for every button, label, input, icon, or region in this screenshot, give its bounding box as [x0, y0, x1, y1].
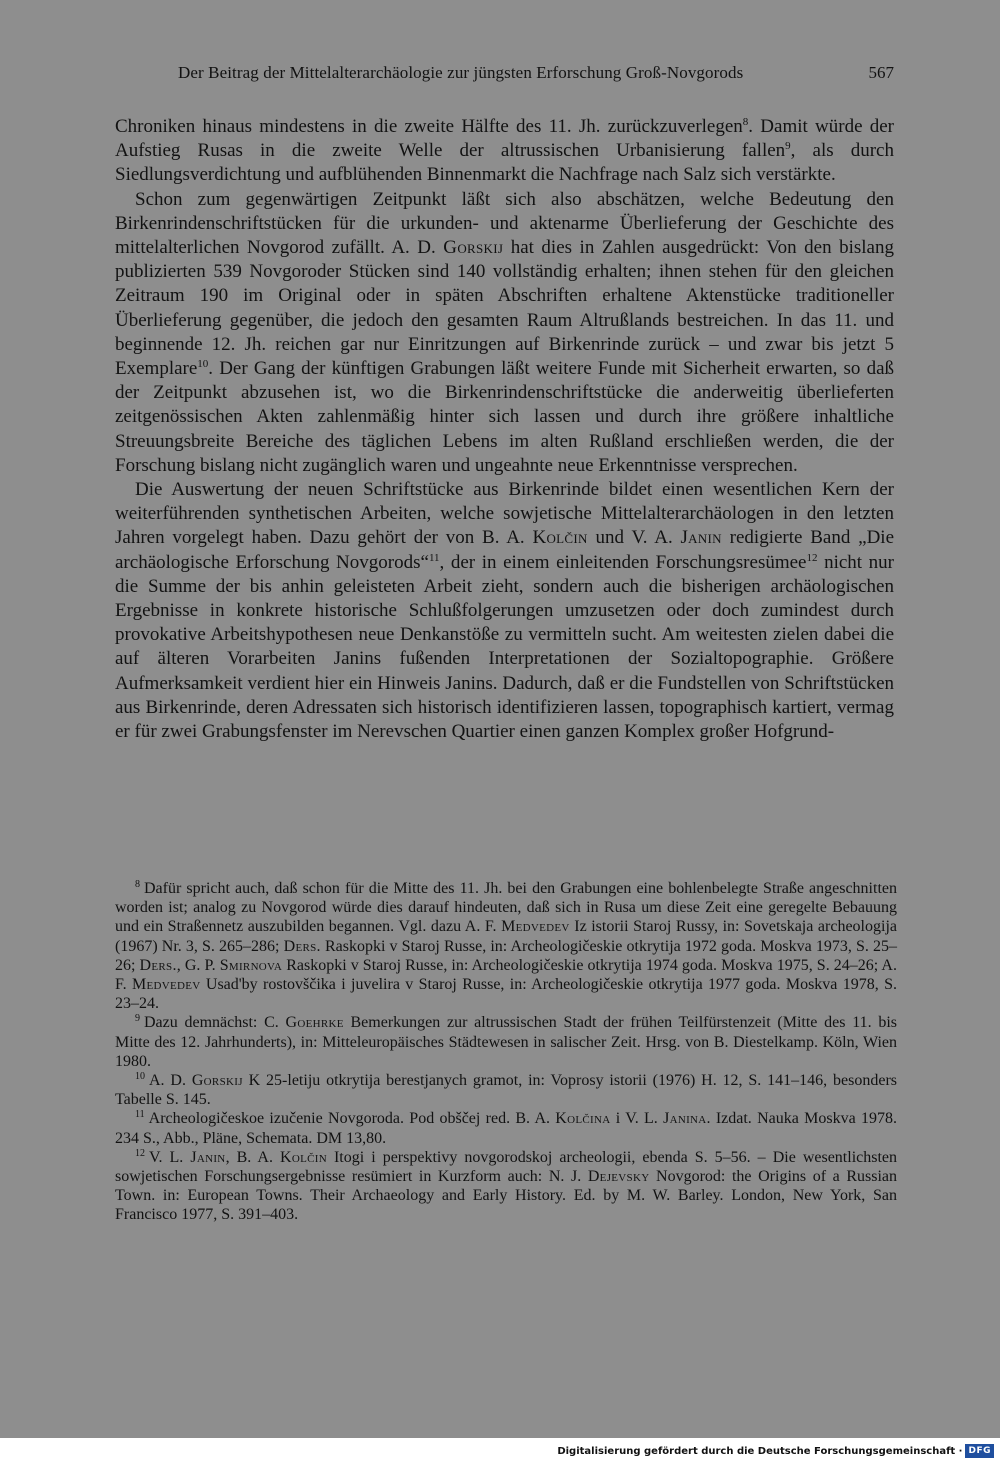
author-name: Ders. [283, 937, 321, 955]
footnote-number: 10 [135, 1071, 145, 1083]
text-run: . Damit würde der Aufstieg Rusas in die zweite Welle der altrussischen Urbanisierung fallen [115, 116, 894, 162]
paragraph-2 [115, 188, 894, 478]
footnote-9 [115, 1013, 897, 1071]
author-name: Medvedev [131, 976, 201, 994]
footnote-ref-10: 10 [197, 358, 209, 371]
text-run: i V. L. [610, 1110, 664, 1128]
footnote-ref-9: 9 [785, 140, 791, 153]
author-name: Smirnova [219, 956, 283, 974]
footnotes [115, 879, 897, 1225]
text-run: . Der Gang der künftigen Grabungen läßt weitere Funde mit Sicherheit erwarten, so daß der Zeitpunkt abzusehen ist, wo die Birkenrindenschriftstücke die anderweitig überlieferten zeitgenössischen Akten zahlenmäßig hinter sich lassen und durch ihre größere inhaltliche Streuungsbreite Bereiche des täglichen Lebens im alten Rußland erschließen werden, die der Forschung bislang nicht zugänglich waren und ungeahnte neue Erkenntnisse versprechen. [115, 358, 894, 476]
author-name: Janina [663, 1110, 707, 1128]
author-name: Dejevsky [587, 1168, 650, 1186]
text-run: Iz istorii Staroj Russy, in: Sovetskaja archeologija (1967) Nr. 3, S. 265–286; [115, 918, 897, 955]
text-run: Archeologičeskoe izučenie Novgoroda. Pod obščej red. B. A. [148, 1110, 556, 1128]
body-text [115, 115, 894, 744]
text-run: , B. A. [225, 1148, 280, 1166]
author-name: Gorskij [443, 237, 504, 259]
text-run: redigierte Band „Die archäologische Erforschung Novgorods“ [115, 527, 895, 573]
footnote-number: 12 [135, 1147, 145, 1159]
footnote-number: 11 [135, 1109, 145, 1121]
footnote-10 [115, 1071, 897, 1109]
author-name: Medvedev [501, 918, 570, 936]
text-run: nicht nur die Summe der bis anhin geleisteten Arbeit zieht, sondern auch die bisherigen archäologischen Ergebnisse in konkrete historische Schlußfolgerungen umzusetzen oder doch zumindest durch provokative Arbeitshypothesen neue Denkanstöße zu vermitteln sucht. Am weitesten zielen dabei die auf älteren Vorarbeiten Janins fußenden Interpretationen der Sozialtopographie. Größere Aufmerksamkeit verdient hier ein Hinweis Janins. Dadurch, daß er die Fundstellen von Schriftstücken aus Birkenrinde, deren Adressaten sich historisch identifizieren lassen, topographisch kartiert, vermag er für zwei Grabungsfenster im Nerevschen Quartier einen ganzen Komplex großer Hofgrund- [115, 551, 894, 743]
text-run: Itogi i perspektivy novgorodskoj archeologii, ebenda S. 5–56. – Die wesentlichsten sowjetischen Forschungsergebnisse resümiert in Kurzform auch: N. J. [115, 1148, 898, 1186]
author-name: Janin [680, 527, 722, 549]
text-run: Chroniken hinaus mindestens in die zweite Hälfte des 11. Jh. zurückzuverlegen [115, 116, 743, 137]
footnote-ref-8: 8 [742, 116, 749, 128]
text-run: Raskopki v Staroj Russe, in: Archeologičeskie otkrytija 1974 goda. Moskva 1975, S. 24–26; A. F. [115, 956, 897, 994]
text-run: Novgorod: the Origins of a Russian Town. in: European Towns. Their Archaeology and Early History. Ed. by M. W. Barley. London, New York, San Francisco 1977, S. 391–403. [115, 1168, 897, 1224]
text-run: Dazu demnächst: C. [144, 1014, 286, 1032]
credit-text: Digitalisierung gefördert durch die Deutsche Forschungsgemeinschaft · [557, 1445, 963, 1457]
text-run: und V. A. [587, 527, 681, 549]
author-name: Goehrke [285, 1014, 344, 1032]
footnote-11 [115, 1109, 897, 1147]
paragraph-3 [115, 478, 894, 744]
text-run: , der in einem einleitenden Forschungsresümee [439, 551, 807, 573]
text-run: , als durch Siedlungsverdichtung und aufblühenden Binnenmarkt die Nachfrage nach Salz sich verstärkte. [115, 140, 894, 186]
text-run: A. D. [149, 1072, 192, 1090]
footnote-number: 8 [135, 879, 140, 890]
text-run: Raskopki v Staroj Russe, in: Archeologičeskie otkrytija 1972 goda. Moskva 1973, S. 25–26; [115, 937, 898, 974]
text-run: Die Auswertung der neuen Schriftstücke aus Birkenrinde bildet einen wesentlichen Kern der weiterführenden synthetischen Arbeiten, welche sowjetische Mittelalterarchäologen in den letzten Jahren vorgelegt haben. Dazu gehört der von B. A. [115, 479, 894, 549]
author-name: Kolčina [555, 1110, 611, 1128]
text-run: Usad'by rostovščika i juvelira v Staroj Russe, in: Archeologičeskie otkrytija 1977 goda. Moskva 1978, S. 23–24. [115, 976, 898, 1013]
text-run: hat dies in Zahlen ausgedrückt: Von den bislang publizierten 539 Novgoroder Stücken sind 140 vollständig erhalten; ihnen stehen für den gleichen Zeitraum 190 im Original oder in späten Abschriften erhaltene Aktenstücke traditioneller Überlieferung gegenüber, die jedoch den gesamten Raum Altrußlands bestreichen. In das 11. und beginnende 12. Jh. reichen gar nur Einritzungen auf Birkenrinde zurück – und zwar bis jetzt 5 Exemplare [115, 237, 894, 380]
text-run: Bemerkungen zur altrussischen Stadt der frühen Teilfürstenzeit (Mitte des 11. bis Mitte des 12. Jahrhunderts), in: Mitteleuropäisches Städtewesen in salischer Zeit. Hrsg. von B. Diestelkamp. Köln, Wien 1980. [115, 1014, 898, 1070]
text-run: Schon zum gegenwärtigen Zeitpunkt läßt sich also abschätzen, welche Bedeutung den Birkenrindenschriftstücken für die urkunden- und aktenarme Überlieferung der Geschichte des mittelalterlichen Novgorod zufällt. A. D. [115, 188, 894, 259]
text-run: Dafür spricht auch, daß schon für die Mitte des 11. Jh. bei den Grabungen eine bohlenbelegte Straße angeschnitten worden ist; analog zu Novgorod würde dies darauf hindeuten, daß sich in Rusa um diese Zeit eine geregelte Bebauung und ein Straßennetz auszubilden begannen. Vgl. dazu A. F. [115, 880, 897, 936]
footnote-ref-11: 11 [428, 551, 440, 564]
footnote-12 [115, 1148, 897, 1225]
digitization-credit [557, 1442, 994, 1460]
footnote-8 [115, 879, 897, 1013]
author-name: Kolčin [532, 527, 588, 549]
text-run: , G. P. [176, 956, 220, 974]
author-name: Kolčin [279, 1148, 327, 1166]
text-run: K 25-letiju otkrytija berestjanych gramot, in: Voprosy istorii (1976) H. 12, S. 141–146, besonders Tabelle S. 145. [115, 1072, 897, 1109]
author-name: Janin [190, 1148, 226, 1166]
dfg-logo: DFG [965, 1444, 994, 1458]
page-number: 567 [868, 63, 894, 82]
author-name: Gorskij [191, 1072, 243, 1090]
text-run: . Izdat. Nauka Moskva 1978. 234 S., Abb., Pläne, Schemata. DM 13,80. [115, 1110, 897, 1147]
running-title: Der Beitrag der Mittelalterarchäologie zur jüngsten Erforschung Groß-Novgorods [178, 63, 744, 82]
author-name: Ders. [139, 956, 177, 974]
running-head [178, 60, 894, 88]
footnote-ref-12: 12 [806, 551, 818, 564]
text-run: V. L. [149, 1148, 191, 1166]
footnote-number: 9 [135, 1013, 140, 1025]
paragraph-1 [115, 115, 894, 188]
